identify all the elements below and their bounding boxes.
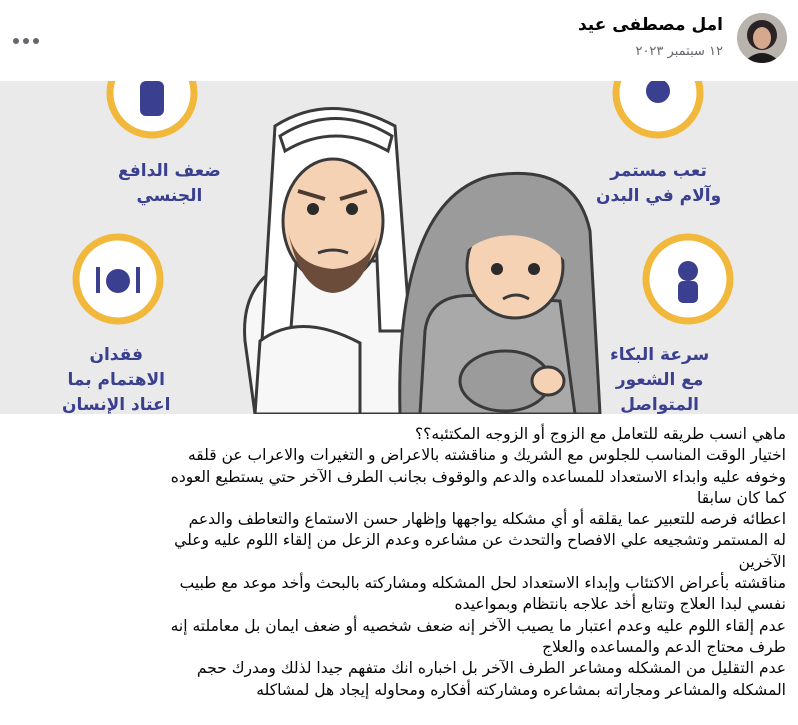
- body-line: عدم إلقاء اللوم عليه وعدم اعتبار ما يصيب الآخر إنه ضعف شخصيه أو ضعف ايمان بل معاملته إنه: [170, 616, 786, 635]
- body-line: اعطائه فرصه للتعبير عما يقلقه أو أي مشكله يواجهها وإظهار حسن الاستماع والتعاطف والدعم: [188, 510, 786, 529]
- more-options-button[interactable]: [8, 26, 44, 56]
- label-line: المتواصل: [620, 395, 699, 414]
- post-image[interactable]: [0, 81, 798, 414]
- body-line: مناقشته بأعراض الاكتئاب وإبداء الاستعداد لحل المشكله ومشاركته بالبحث وأخد موعد مع طبيب: [179, 574, 786, 593]
- label-weak-desire: [118, 159, 221, 209]
- label-line: فقدان: [89, 345, 143, 365]
- more-options-icon-dot: [33, 38, 39, 44]
- post-header: [0, 0, 798, 80]
- label-line: مع الشعور: [615, 370, 704, 390]
- label-line: سرعة البكاء: [610, 345, 710, 365]
- body-line: المشكله والمشاعر ومجاراته بمشاعره ومشاركته أفكاره ومحاوله إيجاد هل لمشاكله: [256, 680, 786, 699]
- body-line: وخوفه عليه وابداء الاستعداد للمساعده والدعم والوقوف بجانب الطرف الآخر حتي يستطيع العوده: [170, 467, 786, 486]
- author-avatar[interactable]: [737, 13, 787, 63]
- post-body-text: [10, 424, 786, 701]
- author-name[interactable]: امل مصطفى عيد: [577, 15, 723, 35]
- body-line: عدم التقليل من المشكله ومشاعر الطرف الآخر بل اخباره انك متفهم جيدا لذلك ومدرك حجم: [196, 659, 786, 678]
- body-line: له المستمر وتشجيعه علي الافصاح والتحدث عن مشاعره وعدم الزعل من إلقاء اللوم عليه وعلي: [174, 531, 786, 550]
- body-line: ماهي انسب طريقه للتعامل مع الزوج أو الزوجه المكتئبه؟؟: [414, 425, 786, 443]
- label-loss-of-interest: [62, 343, 170, 414]
- label-constant-fatigue: [596, 159, 721, 209]
- more-options-icon: [13, 38, 19, 44]
- label-line: الجنسي: [136, 186, 203, 206]
- label-line: ضعف الدافع: [118, 161, 221, 181]
- body-line: نفسي لبدا العلاج وتتابع أخد علاجه بانتظام وبمواعيده: [454, 595, 786, 614]
- body-line: كما كان سابقا: [697, 488, 786, 507]
- more-options-icon-dot: [23, 38, 29, 44]
- body-line: الآخرين: [738, 552, 786, 571]
- post-date[interactable]: ١٢ سبتمبر ٢٠٢٣: [635, 44, 723, 59]
- label-crying: [610, 343, 709, 414]
- label-line: وآلام في البدن: [596, 186, 722, 206]
- body-line: طرف محتاج الدعم والمساعده والعلاج: [542, 637, 786, 656]
- label-line: اعتاد الإنسان: [62, 395, 171, 414]
- label-line: الاهتمام بما: [67, 370, 165, 390]
- label-line: تعب مستمر: [610, 161, 707, 181]
- body-line: اختيار الوقت المناسب للجلوس مع الشريك و مناقشته بالاعراض و التغيرات والاعراب عن قلقه: [187, 446, 786, 465]
